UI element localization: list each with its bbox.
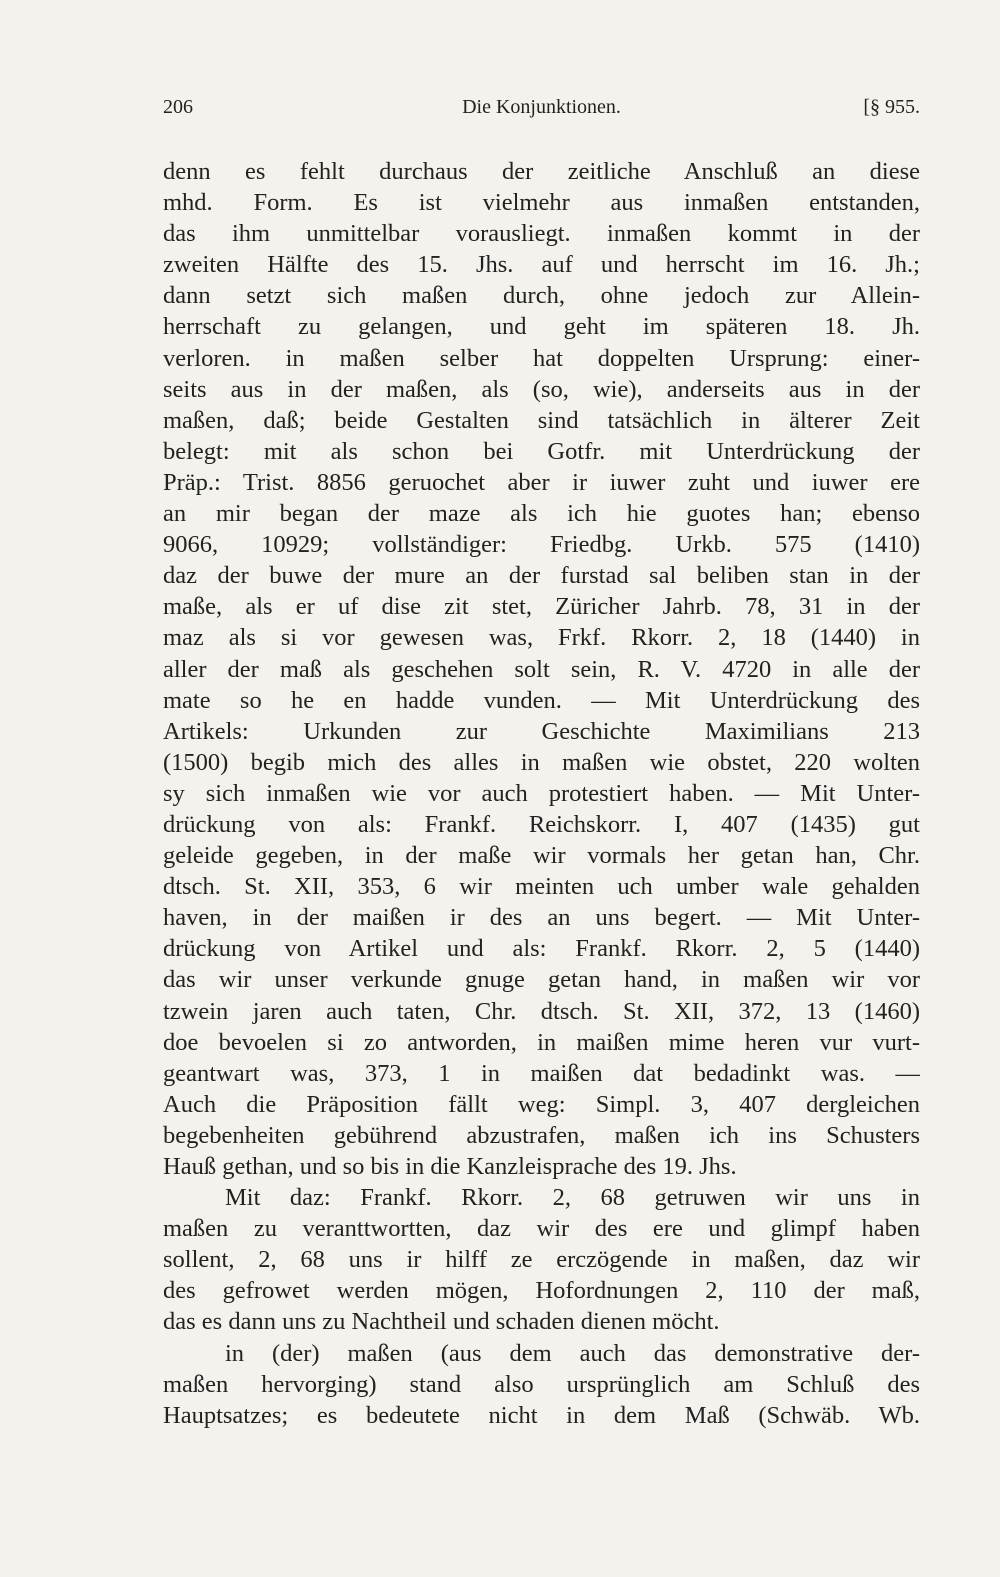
text-line: Präp.: Trist. 8856 geruochet aber ir iuwer zuht und iuwer ere	[163, 468, 920, 496]
text-line: das ihm unmittelbar vorausliegt. inmaßen kommt in der	[163, 220, 920, 248]
text-line: drückung von Artikel und als: Frankf. Rkorr. 2, 5 (1440)	[163, 935, 920, 963]
text-line: Hauptsatzes; es bedeutete nicht in dem Maß (Schwäb. Wb.	[163, 1401, 920, 1429]
body-text	[163, 156, 920, 1431]
text-line: dtsch. St. XII, 353, 6 wir meinten uch umber wale gehalden	[163, 873, 920, 901]
text-line: Artikels: Urkunden zur Geschichte Maximilians 213	[163, 717, 920, 745]
text-line: Auch die Präposition fällt weg: Simpl. 3, 407 dergleichen	[163, 1090, 920, 1118]
text-line: tzwein jaren auch taten, Chr. dtsch. St. XII, 372, 13 (1460)	[163, 997, 920, 1025]
text-line: mate so he en hadde vunden. — Mit Unterdrückung des	[163, 686, 920, 714]
running-title: Die Konjunktionen.	[462, 96, 621, 118]
text-line: maßen zu veranttwortten, daz wir des ere und glimpf haben	[163, 1215, 920, 1243]
page-number: 206	[163, 96, 193, 118]
text-line: sollent, 2, 68 uns ir hilff ze erczögende in maßen, daz wir	[163, 1246, 920, 1274]
running-header	[163, 96, 920, 130]
text-line: verloren. in maßen selber hat doppelten Ursprung: einer-	[163, 344, 920, 372]
text-line: maz als si vor gewesen was, Frkf. Rkorr. 2, 18 (1440) in	[163, 624, 920, 652]
text-line: denn es fehlt durchaus der zeitliche Anschluß an diese	[163, 158, 920, 185]
text-line: dann setzt sich maßen durch, ohne jedoch zur Allein-	[163, 282, 920, 310]
paragraph	[163, 1338, 920, 1431]
text-line: mhd. Form. Es ist vielmehr aus inmaßen entstanden,	[163, 189, 920, 217]
text-line: das es dann uns zu Nachtheil und schaden dienen möcht.	[163, 1308, 720, 1336]
text-line: 9066, 10929; vollständiger: Friedbg. Urkb. 575 (1410)	[163, 531, 920, 559]
text-line: seits aus in der maßen, als (so, wie), anderseits aus in der	[163, 375, 920, 403]
text-line: sy sich inmaßen wie vor auch protestiert haben. — Mit Unter-	[163, 779, 920, 807]
text-line: zweiten Hälfte des 15. Jhs. auf und herrscht im 16. Jh.;	[163, 251, 920, 279]
text-line: an mir began der maze als ich hie guotes han; ebenso	[163, 500, 920, 528]
text-line: drückung von als: Frankf. Reichskorr. I, 407 (1435) gut	[163, 810, 920, 838]
text-line: Mit daz: Frankf. Rkorr. 2, 68 getruwen wir uns in	[225, 1184, 920, 1212]
text-line: Hauß gethan, und so bis in die Kanzleisprache des 19. Jhs.	[163, 1153, 737, 1180]
paragraph	[163, 156, 920, 1182]
text-line: geleide gegeben, in der maße wir vormals her getan han, Chr.	[163, 842, 920, 870]
text-line: maße, als er uf dise zit stet, Züricher Jahrb. 78, 31 in der	[163, 593, 920, 621]
text-line: maßen hervorging) stand also ursprünglich am Schluß des	[163, 1370, 920, 1398]
text-line: herrschaft zu gelangen, und geht im späteren 18. Jh.	[163, 313, 920, 341]
text-line: begebenheiten gebührend abzustrafen, maßen ich ins Schusters	[163, 1121, 920, 1149]
text-line: (1500) begib mich des alles in maßen wie obstet, 220 wolten	[163, 748, 920, 776]
text-line: aller der maß als geschehen solt sein, R. V. 4720 in alle der	[163, 655, 920, 683]
section-reference: [§ 955.	[863, 96, 920, 118]
text-line: in (der) maßen (aus dem auch das demonstrative der-	[225, 1339, 920, 1367]
text-line: belegt: mit als schon bei Gotfr. mit Unterdrückung der	[163, 437, 920, 465]
paragraph	[163, 1182, 920, 1337]
text-line: doe bevoelen si zo antworden, in maißen mime heren vur vurt-	[163, 1028, 920, 1056]
text-line: haven, in der maißen ir des an uns begert. — Mit Unter-	[163, 904, 920, 932]
text-line: des gefrowet werden mögen, Hofordnungen 2, 110 der maß,	[163, 1277, 920, 1305]
text-line: geantwart was, 373, 1 in maißen dat bedadinkt was. —	[163, 1059, 920, 1087]
text-line: das wir unser verkunde gnuge getan hand, in maßen wir vor	[163, 966, 920, 994]
text-line: maßen, daß; beide Gestalten sind tatsächlich in älterer Zeit	[163, 406, 920, 434]
text-line: daz der buwe der mure an der furstad sal beliben stan in der	[163, 562, 920, 590]
